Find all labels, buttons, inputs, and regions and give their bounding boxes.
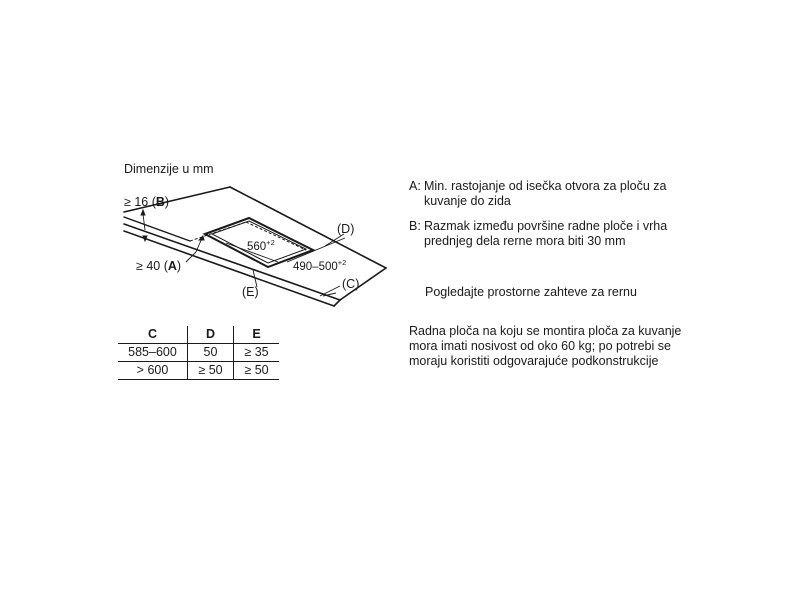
dimension-table: [118, 326, 279, 380]
table-cell: 585–600: [118, 344, 188, 362]
table-row: [118, 362, 279, 380]
table-cell: > 600: [118, 362, 188, 380]
d-label: (D): [337, 222, 355, 236]
note-b-key: B:: [409, 219, 421, 233]
b-dimension-line: [143, 214, 145, 230]
b-arrow-head: [141, 210, 145, 215]
b-label: ≥ 16 (B): [124, 195, 170, 209]
table-cell: 50: [188, 344, 234, 362]
table-header-d: D: [188, 326, 234, 344]
table-header-row: [118, 326, 279, 344]
countertop-inner-line: [124, 217, 190, 241]
note-b: [409, 219, 699, 249]
table-cell: ≥ 50: [188, 362, 234, 380]
table-header-c: C: [118, 326, 188, 344]
table-cell: ≥ 35: [234, 344, 280, 362]
note-load-capacity: Radna ploča na koju se montira ploča za kuvanje mora imati nosivost od oko 60 kg; po potrebi se moraju koristiti odgovarajuće podkonstrukcije: [409, 324, 682, 368]
width-dimension-label: $560^{+2}$: [247, 238, 275, 253]
depth-dimension-label: $490-500^{+2}$: [293, 258, 347, 273]
b-arrow-head-2: [143, 236, 147, 241]
page-title: Dimenzije u mm: [124, 162, 214, 176]
c-label: (C): [342, 277, 360, 291]
note-a-key: A:: [409, 179, 421, 193]
table-cell: ≥ 50: [234, 362, 280, 380]
a-label: ≥ 40 (A): [136, 259, 182, 273]
table-row: [118, 344, 279, 362]
countertop-corner-edge: [334, 300, 340, 306]
note-a: [409, 179, 699, 209]
table-header-e: E: [234, 326, 280, 344]
note-oven-reference: Pogledajte prostorne zahteve za rernu: [425, 285, 637, 299]
note-b-text: Razmak između površine radne ploče i vrha prednjeg dela rerne mora biti 30 mm: [424, 219, 668, 248]
note-a-text: Min. rastojanje od isečka otvora za ploču za kuvanje do zida: [424, 179, 667, 208]
e-label: (E): [242, 285, 259, 299]
